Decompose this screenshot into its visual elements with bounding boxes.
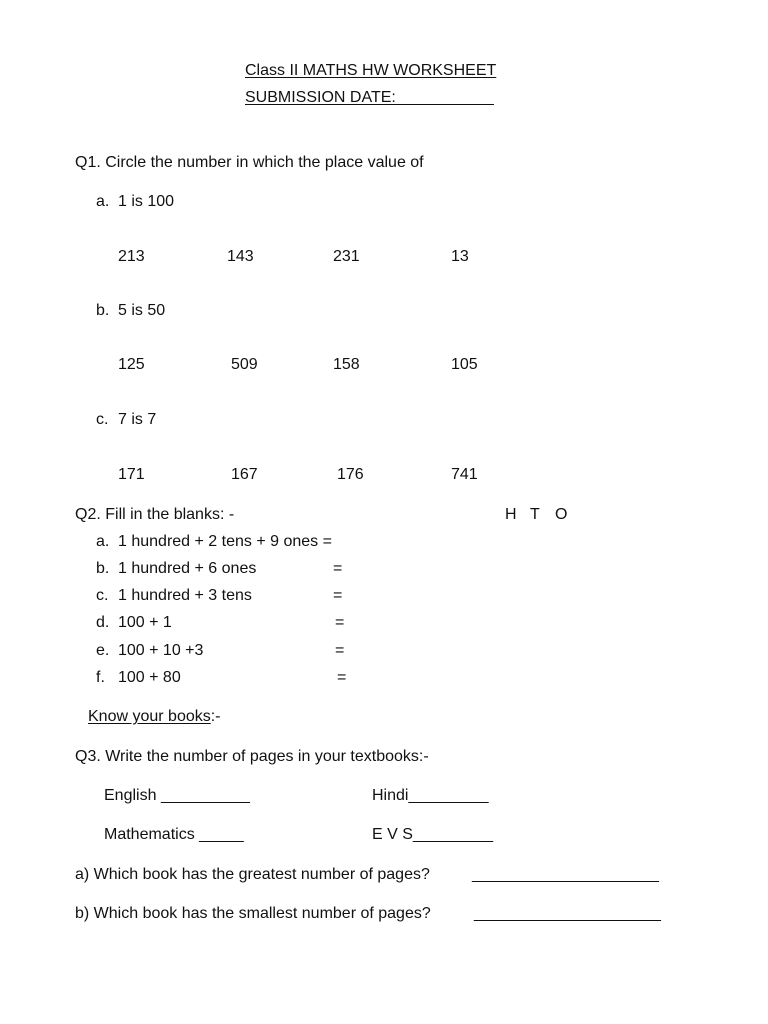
book-hindi — [372, 786, 489, 806]
q1-a-number: 213 — [118, 248, 145, 265]
book-blank: _________ — [412, 826, 493, 843]
q1-b-number: 105 — [451, 356, 478, 373]
q1-c-text: 7 is 7 — [118, 411, 157, 428]
q2-c-equals: = — [333, 587, 343, 604]
q1-c-number: 171 — [118, 466, 145, 483]
q2-d-text: 100 + 1 — [118, 614, 172, 631]
q2-c-label: c. — [96, 587, 109, 604]
q1-a-text: 1 is 100 — [118, 193, 175, 210]
book-name: E V S — [372, 826, 413, 843]
book-evs — [372, 825, 493, 845]
q2-c-text: 1 hundred + 3 tens — [118, 587, 252, 604]
q3-prompt: Q3. Write the number of pages in your textbooks:- — [75, 748, 429, 765]
q3-answer-blank: _____________________ — [474, 905, 661, 922]
book-name: Hindi — [372, 787, 409, 804]
q1-a-number: 231 — [333, 248, 360, 265]
q2-prompt: Q2. Fill in the blanks: - — [75, 506, 235, 523]
q2-d-equals: = — [335, 614, 345, 631]
q1-prompt: Q1. Circle the number in which the place value of — [75, 154, 424, 171]
q1-b-number: 509 — [231, 356, 258, 373]
q2-f-equals: = — [337, 669, 347, 686]
q2-a-text: 1 hundred + 2 tens + 9 ones = — [118, 533, 332, 550]
q2-b-equals: = — [333, 560, 343, 577]
submission-date: SUBMISSION DATE:___________ — [245, 89, 494, 106]
book-english — [104, 786, 250, 806]
know-your-books — [88, 707, 221, 727]
know-your-books-label: Know your books — [88, 708, 211, 725]
hto-header-h: H — [505, 506, 517, 523]
q1-a-label: a. — [96, 193, 110, 210]
worksheet-title: Class II MATHS HW WORKSHEET — [245, 62, 497, 79]
q2-e-equals: = — [335, 642, 345, 659]
q1-b-number: 158 — [333, 356, 360, 373]
q2-f-text: 100 + 80 — [118, 669, 181, 686]
book-blank: _____ — [199, 826, 244, 843]
q3-question-smallest: b) Which book has the smallest number of pages? — [75, 905, 431, 922]
q2-f-label: f. — [96, 669, 105, 686]
book-mathematics — [104, 825, 244, 845]
q2-b-text: 1 hundred + 6 ones — [118, 560, 257, 577]
q1-c-number: 176 — [337, 466, 364, 483]
hto-header-o: O — [555, 506, 568, 523]
know-your-books-suffix: :- — [210, 708, 221, 725]
hto-header-t: T — [530, 506, 540, 523]
q1-c-number: 741 — [451, 466, 478, 483]
q2-b-label: b. — [96, 560, 110, 577]
q1-c-number: 167 — [231, 466, 258, 483]
q2-e-text: 100 + 10 +3 — [118, 642, 204, 659]
q2-d-label: d. — [96, 614, 110, 631]
book-blank: __________ — [160, 787, 250, 804]
q1-b-label: b. — [96, 302, 110, 319]
q3-question-greatest: a) Which book has the greatest number of pages? — [75, 866, 430, 883]
q1-b-text: 5 is 50 — [118, 302, 166, 319]
q3-answer-blank: _____________________ — [472, 866, 659, 883]
q2-a-label: a. — [96, 533, 110, 550]
q2-e-label: e. — [96, 642, 110, 659]
q1-a-number: 13 — [451, 248, 469, 265]
book-blank: _________ — [408, 787, 489, 804]
book-name: English — [104, 787, 157, 804]
q1-b-number: 125 — [118, 356, 145, 373]
q1-a-number: 143 — [227, 248, 254, 265]
q1-c-label: c. — [96, 411, 109, 428]
book-name: Mathematics — [104, 826, 195, 843]
